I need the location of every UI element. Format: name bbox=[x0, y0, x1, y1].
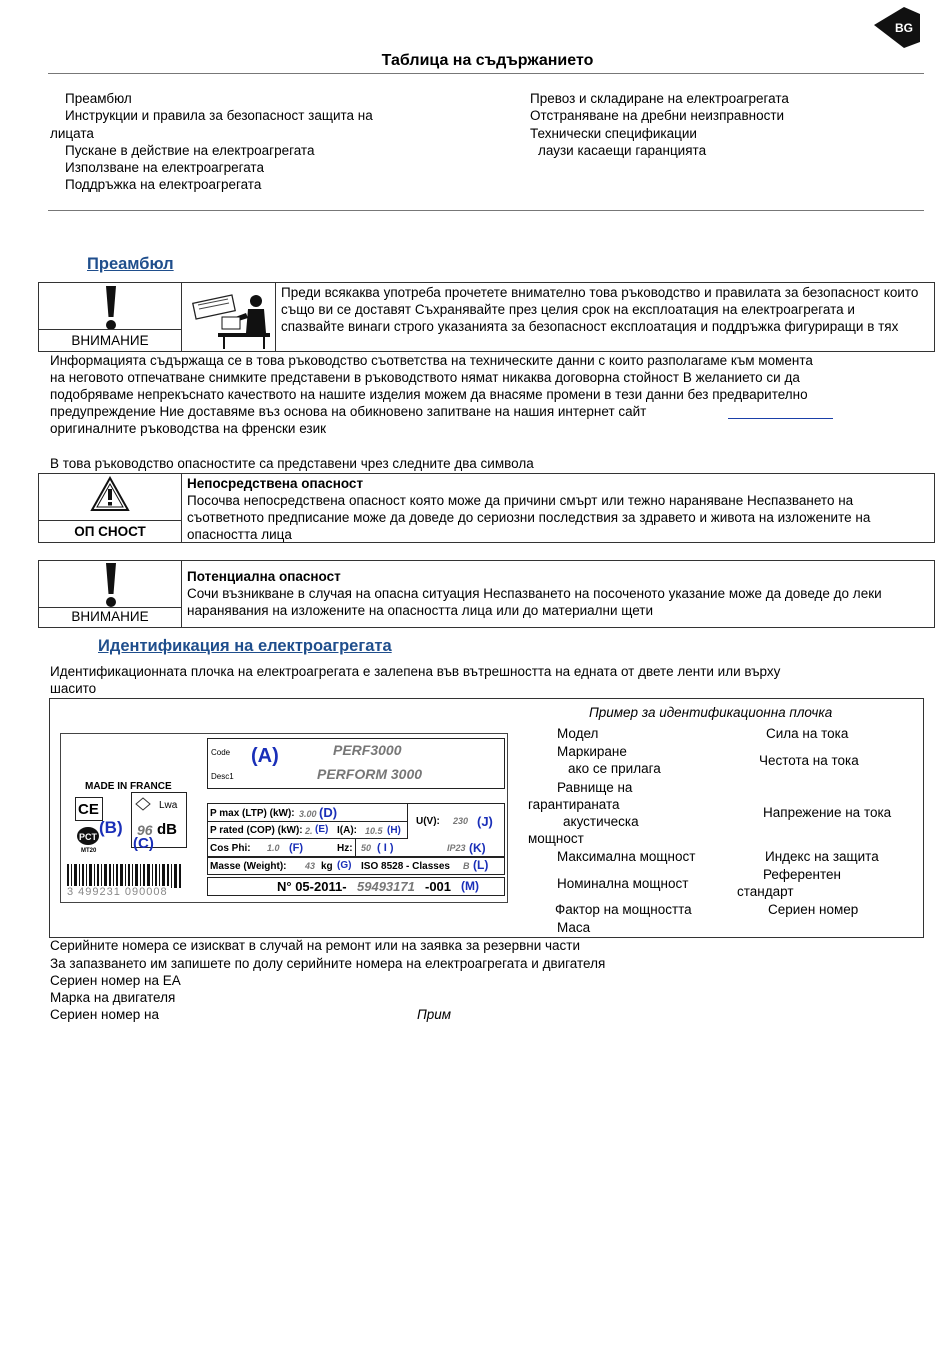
potential-label: ВНИМАНИЕ bbox=[71, 609, 149, 624]
serial-info-line: Сериен номер на bbox=[50, 1007, 159, 1022]
danger-label: ОП СНОСТ bbox=[74, 524, 146, 539]
preamble-paragraph-line: оригиналните ръководства на френски език bbox=[50, 421, 327, 436]
legend-item: Напрежение на тока bbox=[763, 805, 892, 820]
warning-icon-cell bbox=[39, 283, 181, 351]
danger-text: Посочва непосредствена опасност която може да причини смърт или тежно нараняване Неспазването на съответното предписание може да доведе до сериозни последствия за здравето и живота на изложените на опасността лица bbox=[187, 493, 871, 542]
plate-desc-label: Desc1 bbox=[211, 772, 234, 781]
plate-cosphi-value: 1.0 bbox=[267, 843, 280, 853]
toc-item[interactable]: Технически спецификации bbox=[530, 126, 697, 141]
plate-hz-label: Hz: bbox=[337, 843, 353, 854]
plate-mark-f: (F) bbox=[289, 842, 304, 854]
potential-icon-cell bbox=[39, 561, 181, 627]
plate-iso-value: B bbox=[463, 861, 470, 871]
legend-item: Сила на тока bbox=[766, 726, 849, 741]
potential-text-cell bbox=[181, 561, 934, 627]
plate-mark-j: (J) bbox=[477, 814, 493, 829]
plate-mark-m: (M) bbox=[461, 879, 479, 893]
plate-desc-value: PERFORM 3000 bbox=[317, 766, 423, 782]
plate-voltage-value: 230 bbox=[453, 816, 469, 826]
plate-db-value: 96 bbox=[137, 822, 153, 838]
svg-text:BG: BG bbox=[895, 21, 913, 35]
preamble-heading: Преамбюл bbox=[87, 255, 174, 273]
plate-cosphi-label: Cos Phi: bbox=[210, 843, 251, 854]
serial-info-line: За запазването им запишете по долу серийните номера на електроагрегата и двигателя bbox=[50, 956, 606, 971]
bg-flag-arrow-icon bbox=[872, 2, 922, 52]
plate-mt-code: MT20 bbox=[81, 848, 97, 854]
plate-mark-l: (L) bbox=[473, 858, 489, 872]
plate-made-in: MADE IN FRANCE bbox=[85, 781, 172, 792]
plate-prated-value: 2. bbox=[305, 826, 313, 836]
toc-bottom-divider bbox=[48, 210, 924, 211]
legend-item: Маса bbox=[557, 920, 591, 935]
preamble-paragraph-line: на неговото отпечатване снимките представени в ръководството нямат никаква договорна стойност В желанието си да bbox=[50, 370, 800, 385]
toc-top-divider bbox=[48, 73, 924, 74]
example-note: Прим bbox=[417, 1007, 452, 1022]
plate-mark-k: (K) bbox=[469, 841, 486, 855]
plate-mark-c: (C) bbox=[133, 835, 154, 852]
plate-mark-g: (G) bbox=[337, 860, 352, 871]
legend-item: ако се прилага bbox=[568, 761, 661, 776]
legend-item: гарантираната bbox=[528, 797, 620, 812]
manual-reading-illustration bbox=[181, 283, 275, 351]
toc-item[interactable]: Използване на електроагрегата bbox=[65, 160, 264, 175]
plate-lwa: Lwa bbox=[159, 800, 178, 811]
identification-plate bbox=[60, 733, 508, 903]
symbols-intro: В това ръководство опасностите са представени чрез следните два символа bbox=[50, 456, 534, 471]
toc-item[interactable]: Поддръжка на електроагрегата bbox=[65, 177, 262, 192]
plate-mark-b: (B) bbox=[99, 818, 123, 837]
toc-item[interactable]: Преамбюл bbox=[65, 91, 132, 106]
danger-icon-cell bbox=[39, 474, 181, 542]
serial-info-line: Марка на двигателя bbox=[50, 990, 176, 1005]
plate-ip-value: IP23 bbox=[447, 843, 466, 853]
plate-code-label: Code bbox=[211, 748, 231, 757]
legend-item: мощност bbox=[528, 831, 584, 846]
preamble-box-text-cell bbox=[275, 283, 934, 351]
svg-text:PCT: PCT bbox=[79, 832, 97, 842]
person-reading-manual-icon bbox=[182, 283, 276, 351]
plate-example-caption: Пример за идентификационна плочка bbox=[589, 705, 833, 720]
plate-voltage-label: U(V): bbox=[416, 816, 440, 827]
legend-item: Референтен bbox=[763, 867, 842, 882]
preamble-warning-box bbox=[38, 282, 935, 352]
exclamation-icon bbox=[102, 561, 120, 609]
plate-mark-e: (E) bbox=[315, 824, 329, 835]
toc-item[interactable]: Пускане в действие на електроагрегата bbox=[65, 143, 315, 158]
plate-ce-mark: CE bbox=[75, 797, 103, 821]
toc-item[interactable]: лицата bbox=[50, 126, 94, 141]
plate-iso-divider bbox=[355, 839, 356, 857]
plate-code-value: PERF3000 bbox=[333, 742, 402, 758]
toc-item[interactable]: Отстраняване на дребни неизправности bbox=[530, 108, 785, 123]
preamble-paragraph-line: подобряваме непрекъснато качеството на нашите изделия можем да внасяме промени в тези данни без предварително bbox=[50, 387, 808, 402]
plate-mark-d: (D) bbox=[319, 805, 338, 820]
identification-intro-line: шасито bbox=[50, 681, 97, 696]
plate-voltage-divider bbox=[407, 803, 408, 839]
toc-item[interactable]: Инструкции и правила за безопасност защита на bbox=[65, 108, 373, 123]
plate-iso-label: ISO 8528 - Classes bbox=[361, 861, 450, 872]
legend-item: Модел bbox=[557, 726, 599, 741]
legend-item: Маркиране bbox=[557, 744, 627, 759]
potential-title: Потенциална опасност bbox=[187, 569, 341, 584]
toc-item[interactable]: лаузи касаещи гаранцията bbox=[538, 143, 707, 158]
website-link[interactable] bbox=[728, 418, 833, 419]
serial-info-line: Сериен номер на ЕА bbox=[50, 973, 181, 988]
plate-serial-number: 59493171 bbox=[357, 879, 415, 894]
legend-item: Равнище на bbox=[557, 780, 633, 795]
legend-item: Сериен номер bbox=[768, 902, 859, 917]
toc-title: Таблица на съдържанието bbox=[381, 52, 594, 69]
toc-item[interactable]: Превоз и складиране на електроагрегата bbox=[530, 91, 789, 106]
plate-mass-value: 43 bbox=[305, 861, 316, 871]
warning-label: ВНИМАНИЕ bbox=[71, 333, 149, 348]
legend-item: Фактор на мощността bbox=[555, 902, 692, 917]
plate-db-unit: dB bbox=[157, 821, 177, 838]
legend-item: акустическа bbox=[563, 814, 639, 829]
plate-current-value: 10.5 bbox=[365, 826, 383, 836]
potential-text: Сочи възникване в случая на опасна ситуация Неспазването на посоченото указание може да доведе до леки наранявания на изложените на опасността лица или до материални щети bbox=[187, 586, 882, 618]
plate-prated-label: P rated (COP) (kW): bbox=[210, 825, 303, 836]
potential-danger-box bbox=[38, 560, 935, 628]
identification-heading: Идентификация на електроагрегата bbox=[98, 637, 392, 655]
plate-mark-i: ( I ) bbox=[377, 842, 394, 854]
plate-mark-a: (A) bbox=[251, 745, 279, 767]
plate-mass-label: Masse (Weight): bbox=[210, 861, 287, 872]
serial-info-line: Серийните номера се изискват в случай на ремонт или на заявка за резервни части bbox=[50, 938, 581, 953]
plate-pmax-label: P max (LTP) (kW): bbox=[210, 808, 295, 819]
plate-current-label: I(A): bbox=[337, 825, 357, 836]
danger-box bbox=[38, 473, 935, 543]
danger-title: Непосредствена опасност bbox=[187, 476, 364, 491]
language-badge bbox=[872, 2, 922, 52]
legend-item: Номинална мощност bbox=[557, 876, 689, 891]
plate-serial-suffix: -001 bbox=[425, 879, 452, 894]
plate-mark-h: (H) bbox=[387, 825, 401, 836]
preamble-paragraph-line: Информацията съдържаща се в това ръководство съответства на техническите данни с които разполагаме към момента bbox=[50, 353, 813, 368]
plate-pmax-value: 3.00 bbox=[299, 809, 317, 819]
legend-item: Честота на тока bbox=[759, 753, 859, 768]
plate-mass-unit: kg bbox=[321, 861, 333, 872]
plate-serial-prefix: N° 05-2011- bbox=[277, 879, 347, 894]
preamble-paragraph-line: предупреждение Ние доставяме въз основа на обикновено запитване на нашия интернет сайт bbox=[50, 404, 647, 419]
exclamation-icon bbox=[102, 284, 120, 332]
danger-text-cell bbox=[181, 474, 934, 542]
legend-item: Индекс на защита bbox=[765, 849, 879, 864]
legend-item: стандарт bbox=[737, 884, 794, 899]
preamble-box-text: Преди всякаква употреба прочетете внимателно това ръководство и правилата за безопасност които също ви се доставят Съхранявайте през целия срок на експлоатация на електроагрегата и спазвайте винаги строго указанията за безопасност експлоатация и поддръжка фигуриращи в тях bbox=[281, 285, 919, 334]
plate-hz-value: 50 bbox=[361, 843, 372, 853]
identification-intro-line: Идентификационната плочка на електроагрегата е залепена във вътрешността на едната от двете ленти или върху bbox=[50, 664, 781, 679]
legend-item: Максимална мощност bbox=[557, 849, 696, 864]
warning-triangle-icon bbox=[90, 476, 130, 512]
noise-level-icon bbox=[135, 797, 151, 811]
plate-barcode-number: 3 499231 090008 bbox=[67, 886, 168, 898]
